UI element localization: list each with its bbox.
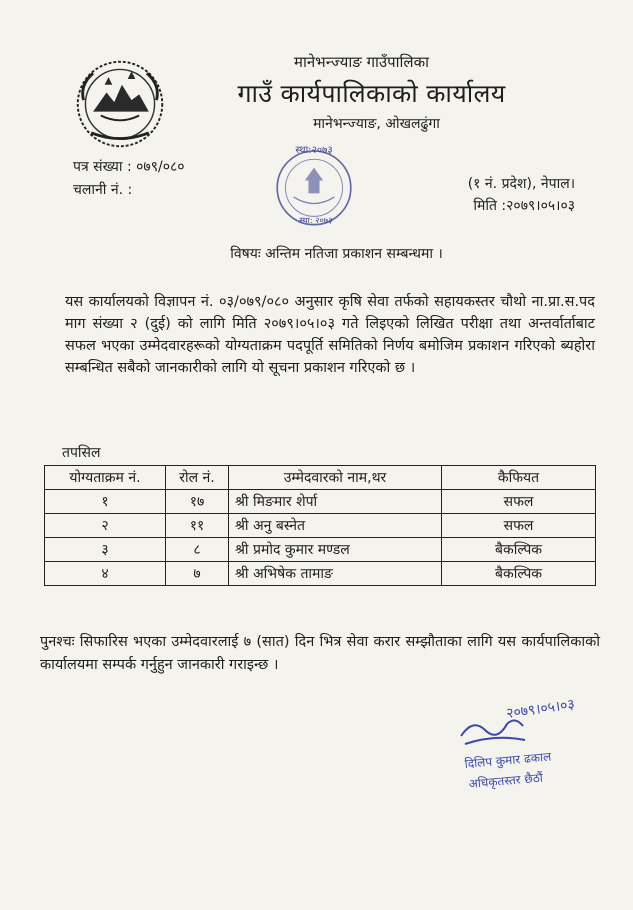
table-row: [45, 490, 596, 514]
signature-date: २०७९।०५।०३: [505, 696, 576, 722]
cell-rank: १: [45, 490, 166, 514]
cell-rank: ४: [45, 562, 166, 586]
signer-name: दिलिप कुमार ढकाल: [464, 749, 552, 771]
cell-name: श्री मिङमार शेर्पा: [229, 490, 442, 514]
cell-roll: ८: [166, 538, 229, 562]
table-row: [45, 562, 596, 586]
header-remark: कैफियत: [442, 466, 596, 490]
stamp-text-bottom: स्था: २०७३: [299, 214, 333, 225]
signer-title: अधिकृतस्तर छैठौं: [468, 770, 544, 791]
postscript: पुनश्चः सिफारिस भएका उम्मेदवारलाई ७ (सात) दिन भित्र सेवा करार सम्झौताका लागि यस कार्यपालिकाको कार्यालयमा सम्पर्क गर्नुहुन जानकारी गराइन्छ ।: [40, 634, 600, 673]
issue-date: मिति :२०७९।०५।०३: [473, 198, 575, 214]
stamp-text-top: स्था:२०७३: [295, 144, 333, 156]
cell-roll: १७: [166, 490, 229, 514]
cell-remark: बैकल्पिक: [442, 562, 596, 586]
notice-body: यस कार्यालयको विज्ञापन नं. ०३/०७९/०८० अनुसार कृषि सेवा तर्फको सहायकस्तर चौथो ना.प्रा.स.पद माग संख्या २ (दुई) को लागि मिति २०७९।०५।०३ गते लिइएको लिखित परीक्षा तथा अन्तर्वार्ताबाट सफल भएका उम्मेदवारहरूको योग्यताक्रम पदपूर्ति समितिको निर्णय बमोजिम प्रकाशन गरिएको ब्यहोरा सम्बन्धित सबैको जानकारीको लागि यो सूचना प्रकाशन गरिएको छ ।: [65, 294, 595, 376]
office-address: मानेभन्ज्याङ, ओखलढुंगा: [313, 116, 440, 132]
signature-block: [455, 696, 585, 796]
results-table: [44, 465, 596, 586]
cell-name: श्री अभिषेक तामाङ: [229, 562, 442, 586]
cell-remark: सफल: [442, 514, 596, 538]
header-name: उम्मेदवारको नाम,थर: [229, 466, 442, 490]
office-stamp: [268, 140, 360, 232]
subject-line: विषयः अन्तिम नतिजा प्रकाशन सम्बन्धमा ।: [230, 246, 443, 262]
table-row: [45, 514, 596, 538]
letter-number: पत्र संख्या : ०७९/०८०: [73, 159, 185, 175]
cell-rank: २: [45, 514, 166, 538]
details-label: तपसिल: [62, 445, 101, 461]
cell-roll: ११: [166, 514, 229, 538]
office-name: गाउँ कार्यपालिकाको कार्यालय: [237, 79, 506, 108]
cell-roll: ७: [166, 562, 229, 586]
table-row: [45, 538, 596, 562]
cell-rank: ३: [45, 538, 166, 562]
province-country: (१ नं. प्रदेश), नेपाल।: [467, 176, 575, 192]
header-roll: रोल नं.: [166, 466, 229, 490]
table-header-row: [45, 466, 596, 490]
cell-remark: सफल: [442, 490, 596, 514]
municipality-name: मानेभन्ज्याङ गाउँपालिका: [294, 53, 429, 71]
cell-name: श्री अनु बस्नेत: [229, 514, 442, 538]
dispatch-number: चलानी नं. :: [73, 182, 133, 198]
header-rank: योग्यताक्रम नं.: [45, 466, 166, 490]
cell-name: श्री प्रमोद कुमार मण्डल: [229, 538, 442, 562]
cell-remark: बैकल्पिक: [442, 538, 596, 562]
